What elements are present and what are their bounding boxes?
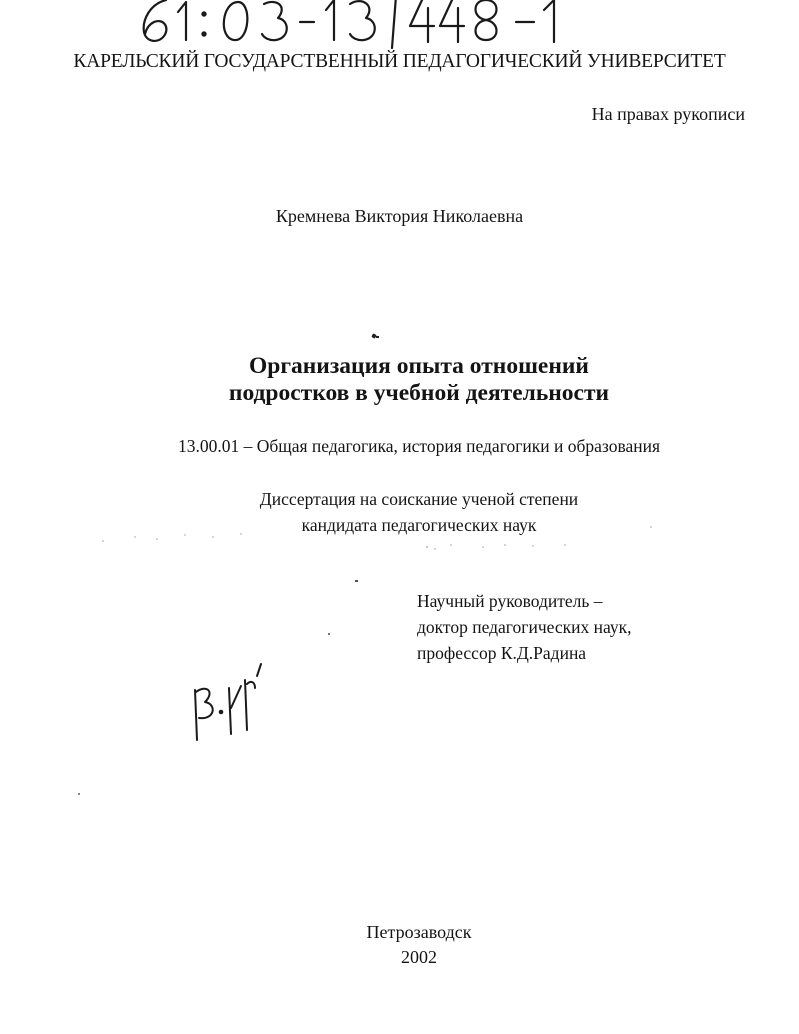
handwritten-signature xyxy=(185,660,275,750)
university-name: КАРЕЛЬСКИЙ ГОСУДАРСТВЕННЫЙ ПЕДАГОГИЧЕСКИЙ УНИВЕРСИТЕТ xyxy=(73,51,726,72)
specialty-code: 13.00.01 – Общая педагогика, история педагогики и образования xyxy=(177,436,661,456)
manuscript-rights-label: На правах рукописи xyxy=(591,104,745,124)
degree-line-2: кандидата педагогических наук xyxy=(301,515,537,535)
scan-speck xyxy=(328,633,330,635)
scan-speck xyxy=(355,580,358,582)
scan-noise xyxy=(95,525,655,555)
city-and-year xyxy=(0,920,799,970)
supervisor-line-3: профессор К.Д.Радина xyxy=(417,643,587,663)
city: Петрозаводск xyxy=(366,922,472,942)
scan-speck xyxy=(376,336,379,338)
supervisor-line-1: Научный руководитель – xyxy=(417,591,603,611)
scan-speck xyxy=(78,793,80,795)
title-line-1: Организация опыта отношений xyxy=(249,353,589,379)
year: 2002 xyxy=(401,947,437,967)
author-name: Кремнева Виктория Николаевна xyxy=(275,206,524,226)
dissertation-title xyxy=(0,353,799,407)
degree-line-1: Диссертация на соискание ученой степени xyxy=(259,489,579,509)
handwritten-archive-number xyxy=(130,0,600,50)
scientific-supervisor xyxy=(417,588,747,666)
supervisor-line-2: доктор педагогических наук, xyxy=(417,617,632,637)
title-line-2: подростков в учебной деятельности xyxy=(228,380,610,406)
